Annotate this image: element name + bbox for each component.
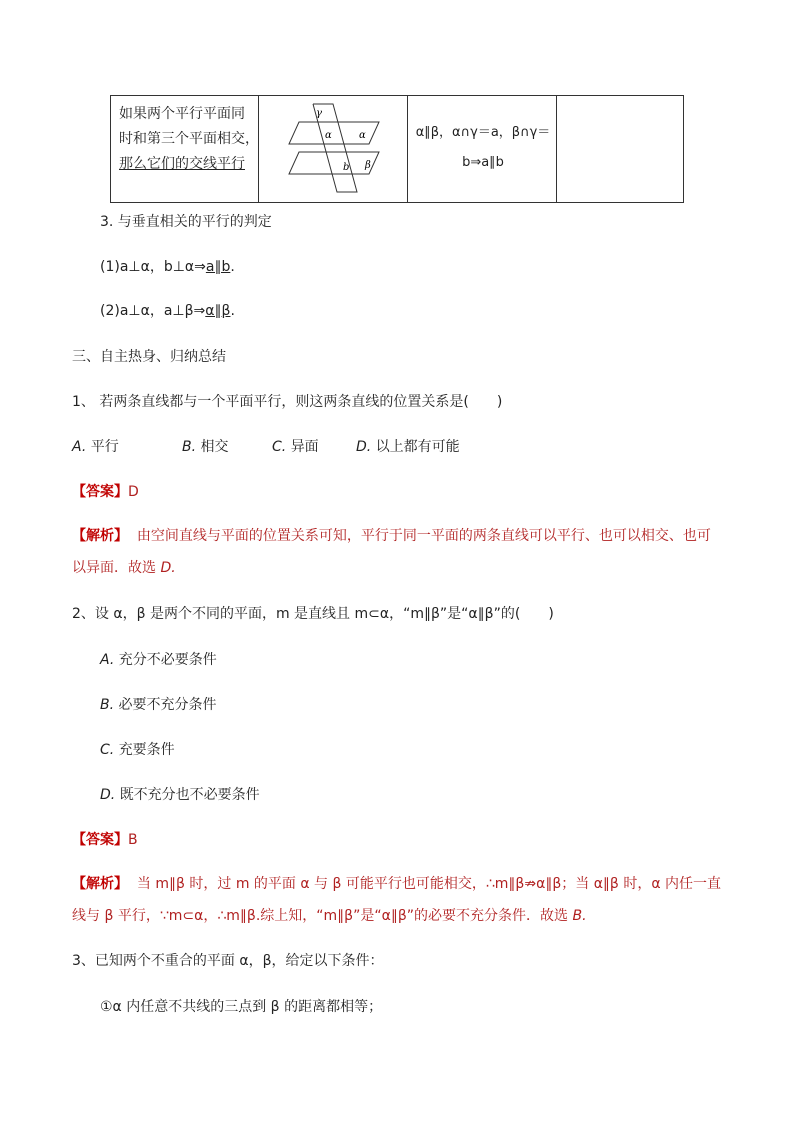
option-b — [100, 695, 217, 715]
criterion-end: . — [230, 303, 235, 319]
answer-label: 【答案】 — [72, 832, 128, 848]
option-text: 以上都有可能 — [375, 439, 460, 455]
part-heading: 三、自主热身、归纳总结 — [72, 349, 226, 365]
section-heading: 3. 与垂直相关的平行的判定 — [100, 214, 272, 230]
option-a — [72, 437, 182, 457]
analysis — [72, 868, 724, 932]
option-d — [100, 785, 260, 805]
theorem-table — [110, 95, 684, 203]
option-text: 充要条件 — [118, 742, 175, 758]
question-stem: 2、设 α，β 是两个不同的平面，m 是直线且 m⊂α，“m∥β”是“α∥β”的( ) — [72, 606, 554, 622]
analysis-choice: B. — [572, 908, 587, 924]
option-text: 充分不必要条件 — [118, 652, 217, 668]
statement-line: 如果两个平行平面同 — [119, 106, 245, 122]
option-text: 既不充分也不必要条件 — [119, 787, 260, 803]
criterion-item — [100, 301, 235, 321]
option-letter: D. — [356, 439, 372, 455]
label-gamma: γ — [316, 108, 322, 119]
analysis-text: 由空间直线与平面的位置关系可知，平行于同一平面的两条直线可以平行、也可以相交、也可 — [136, 528, 711, 544]
criterion-text: (2)a⊥α，a⊥β⇒ — [100, 303, 206, 319]
question-stem: 1、 若两条直线都与一个平面平行，则这两条直线的位置关系是( ) — [72, 394, 503, 410]
option-letter: A. — [100, 652, 115, 668]
statement-line: 时和第三个平面相交， — [119, 131, 259, 147]
answer-value: B — [128, 832, 138, 848]
answer-label: 【答案】 — [72, 484, 128, 500]
option-text: 平行 — [90, 439, 119, 455]
analysis-label: 【解析】 — [72, 528, 128, 544]
table-divider — [407, 96, 408, 202]
option-letter: B. — [100, 697, 115, 713]
option-text: 异面 — [290, 439, 319, 455]
option-text: 必要不充分条件 — [118, 697, 217, 713]
option-letter: B. — [182, 439, 197, 455]
answer-value: D — [128, 484, 139, 500]
parallel-planes-figure — [279, 100, 389, 198]
statement-line: 那么它们的交线平行 — [119, 156, 245, 172]
label-alpha: α — [359, 130, 366, 141]
analysis-text: 以异面．故选 — [72, 560, 161, 576]
option-c — [272, 437, 356, 457]
criterion-answer: α∥β — [205, 303, 231, 319]
option-d — [356, 437, 460, 457]
analysis-text: 线与 β 平行，∵m⊂α，∴m∥β.综上知，“m∥β”是“α∥β”的必要不充分条件．故选 — [72, 908, 573, 924]
formula-line: α∥β，α∩γ＝a，β∩γ＝ — [415, 125, 551, 140]
analysis — [72, 520, 724, 584]
theorem-statement — [119, 102, 259, 177]
analysis-label: 【解析】 — [72, 876, 128, 892]
option-row — [72, 437, 460, 457]
option-letter: D. — [100, 787, 116, 803]
formula-line: b⇒a∥b — [462, 155, 504, 170]
criterion-answer: a∥b — [205, 259, 231, 275]
question-stem: 3、已知两个不重合的平面 α，β，给定以下条件： — [72, 953, 384, 969]
answer-line — [72, 830, 138, 850]
option-letter: A. — [72, 439, 87, 455]
option-letter: C. — [272, 439, 287, 455]
label-beta: β — [365, 160, 371, 171]
criterion-end: . — [230, 259, 235, 275]
criterion-text: (1)a⊥α，b⊥α⇒ — [100, 259, 206, 275]
analysis-text: 当 m∥β 时，过 m 的平面 α 与 β 可能平行也可能相交，∴m∥β⇏α∥β；当 α∥β 时，α 内任一直 — [136, 876, 721, 892]
table-divider — [556, 96, 557, 202]
answer-line — [72, 482, 139, 502]
label-b: b — [343, 162, 350, 173]
option-b — [182, 437, 272, 457]
criterion-item — [100, 257, 235, 277]
option-c — [100, 740, 175, 760]
option-text: 相交 — [200, 439, 229, 455]
analysis-choice: D. — [160, 560, 176, 576]
option-letter: C. — [100, 742, 115, 758]
theorem-formula — [413, 118, 553, 178]
label-alpha-inner: α — [325, 130, 332, 141]
option-a — [100, 650, 217, 670]
condition-item: ①α 内任意不共线的三点到 β 的距离都相等； — [100, 999, 383, 1015]
